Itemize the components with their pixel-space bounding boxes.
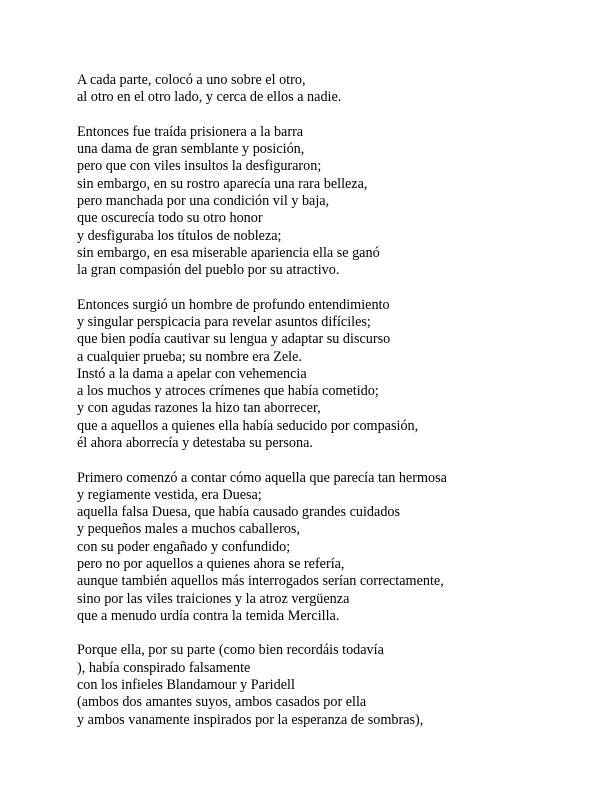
poem-line: la gran compasión del pueblo por su atractivo. (77, 262, 340, 279)
poem-line: y pequeños males a muchos caballeros, (77, 521, 300, 538)
poem-line: A cada parte, colocó a uno sobre el otro, (77, 72, 306, 88)
poem-line: y ambos vanamente inspirados por la esperanza de sombras), (77, 711, 424, 728)
poem-line: aunque también aquellos más interrogados serían correctamente, (77, 573, 444, 590)
poem-line: él ahora aborrecía y detestaba su persona. (77, 435, 313, 452)
stanza-3 (77, 297, 597, 453)
stanza-1 (77, 72, 597, 107)
poem-line: y singular perspicacia para revelar asuntos difíciles; (77, 313, 371, 330)
stanza-5 (77, 642, 597, 728)
poem-text (77, 72, 597, 746)
poem-line: que bien podía cautivar su lengua y adaptar su discurso (77, 331, 391, 348)
poem-line: a cualquier prueba; su nombre era Zele. (77, 348, 302, 365)
poem-line: pero no por aquellos a quienes ahora se refería, (77, 555, 345, 572)
poem-line: una dama de gran semblante y posición, (77, 141, 305, 158)
poem-line: Primero comenzó a contar cómo aquella que parecía tan hermosa (77, 469, 447, 486)
poem-line: al otro en el otro lado, y cerca de ellos a nadie. (77, 89, 342, 106)
poem-line: que a aquellos a quienes ella había seducido por compasión, (77, 417, 419, 434)
poem-line: (ambos dos amantes suyos, ambos casados por ella (77, 694, 367, 711)
poem-line: a los muchos y atroces crímenes que había cometido; (77, 383, 379, 400)
poem-line: con los infieles Blandamour y Paridell (77, 676, 295, 693)
poem-line: Entonces fue traída prisionera a la barra (77, 123, 304, 140)
poem-line: Porque ella, por su parte (como bien recordáis todavía (77, 642, 384, 659)
poem-line: que a menudo urdía contra la temida Mercilla. (77, 607, 340, 624)
poem-line: que oscurecía todo su otro honor (77, 210, 263, 227)
poem-line: y regiamente vestida, era Duesa; (77, 486, 262, 503)
stanza-2 (77, 124, 597, 280)
poem-line: aquella falsa Duesa, que había causado grandes cuidados (77, 504, 401, 521)
poem-line: sin embargo, en esa miserable apariencia ella se ganó (77, 244, 380, 261)
poem-line: ), había conspirado falsamente (77, 659, 251, 676)
poem-line: sino por las viles traiciones y la atroz vergüenza (77, 590, 350, 607)
poem-line: sin embargo, en su rostro aparecía una rara belleza, (77, 175, 368, 192)
poem-line: pero que con viles insultos la desfiguraron; (77, 158, 322, 175)
poem-line: pero manchada por una condición vil y baja, (77, 192, 330, 209)
poem-line: y con agudas razones la hizo tan aborrecer, (77, 400, 321, 417)
poem-line: con su poder engañado y confundido; (77, 538, 291, 555)
poem-line: Instó a la dama a apelar con vehemencia (77, 365, 307, 382)
stanza-4 (77, 470, 597, 626)
poem-line: y desfiguraba los títulos de nobleza; (77, 227, 282, 244)
poem-line: Entonces surgió un hombre de profundo entendimiento (77, 296, 390, 313)
